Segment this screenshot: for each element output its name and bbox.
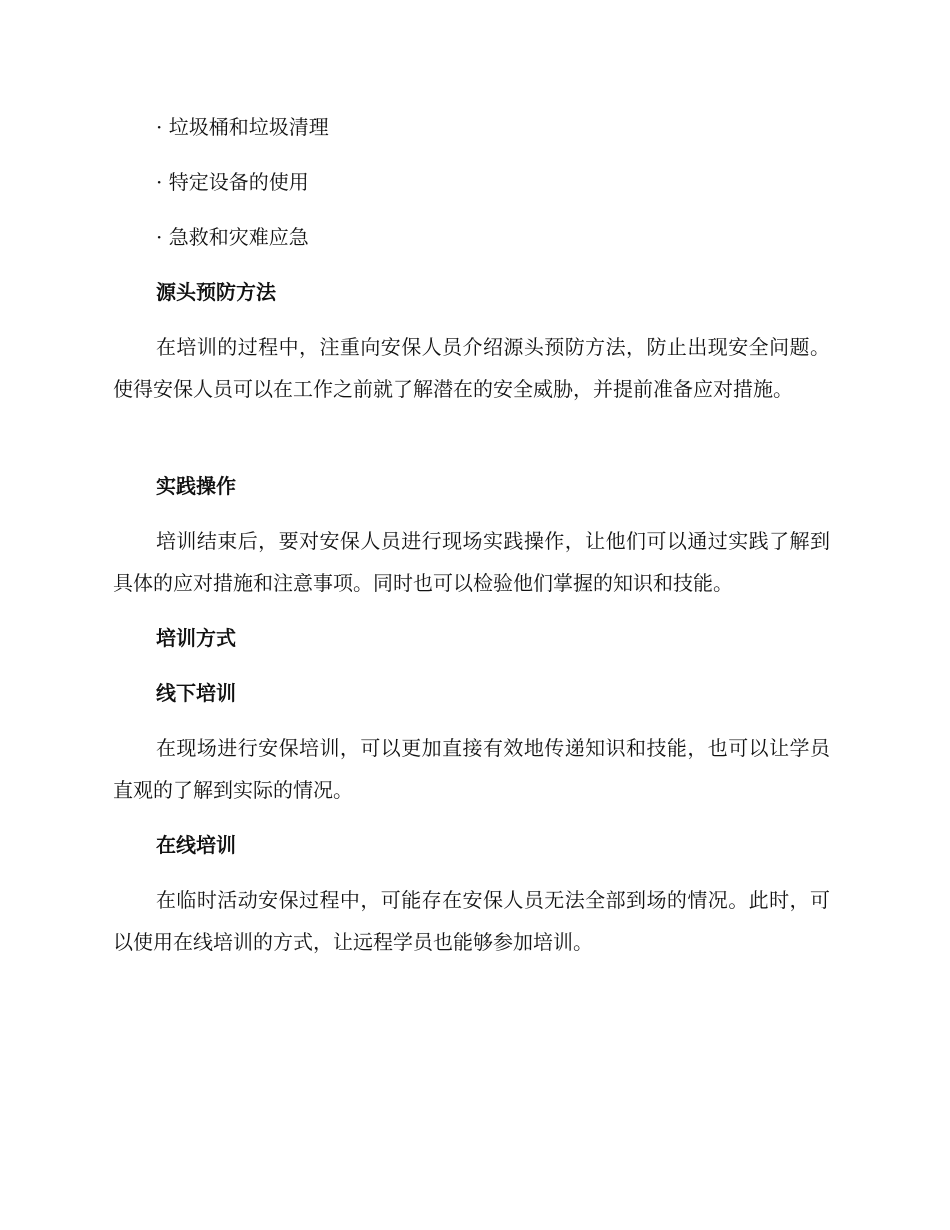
section-paragraph: 在现场进行安保培训，可以更加直接有效地传递知识和技能，也可以让学员直观的了解到实际的情况。 — [113, 736, 830, 802]
section-paragraph: 在培训的过程中，注重向安保人员介绍源头预防方法，防止出现安全问题。使得安保人员可以在工作之前就了解潜在的安全威胁，并提前准备应对措施。 — [113, 335, 830, 401]
section-heading: 实践操作 — [156, 474, 236, 498]
section-paragraph: 培训结束后，要对安保人员进行现场实践操作，让他们可以通过实践了解到具体的应对措施和注意事项。同时也可以检验他们掌握的知识和技能。 — [113, 529, 830, 595]
bullet-item: · 急救和灾难应急 — [156, 225, 309, 249]
section-heading: 在线培训 — [156, 833, 236, 857]
section-heading: 源头预防方法 — [156, 280, 276, 304]
section-heading: 线下培训 — [156, 681, 236, 705]
section-heading: 培训方式 — [156, 626, 236, 650]
bullet-item: · 垃圾桶和垃圾清理 — [156, 115, 329, 139]
bullet-item: · 特定设备的使用 — [156, 170, 309, 194]
section-paragraph: 在临时活动安保过程中，可能存在安保人员无法全部到场的情况。此时，可以使用在线培训的方式，让远程学员也能够参加培训。 — [113, 888, 830, 954]
